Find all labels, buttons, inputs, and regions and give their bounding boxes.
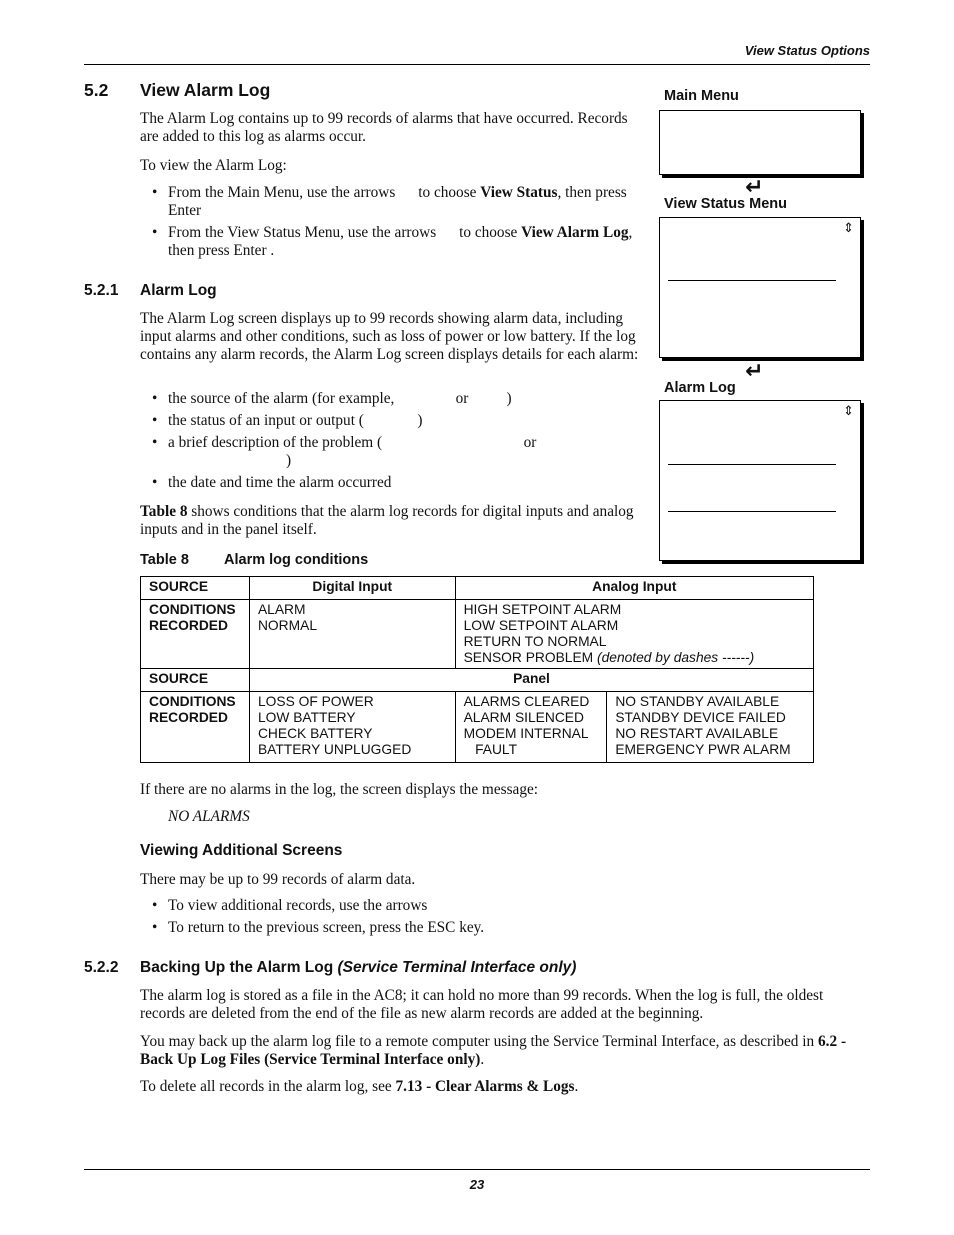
to-view-text: To view the Alarm Log: xyxy=(140,157,287,174)
up-down-arrow-icon: ⇕ xyxy=(843,221,854,236)
analog-input-header: Analog Input xyxy=(455,577,813,600)
page-number: 23 xyxy=(469,1177,485,1192)
record-divider-line xyxy=(668,464,836,465)
list-item: • From the Main Menu, use the arrows to choose View Status, then press Enter xyxy=(152,184,627,219)
no-alarms-text: If there are no alarms in the log, the screen displays the message: xyxy=(140,781,539,798)
section-5-2-2-number: 5.2.2 xyxy=(84,959,119,976)
up-down-arrow-icon: ⇕ xyxy=(843,404,854,419)
panel-conditions-cell-3: NO STANDBY AVAILABLE STANDBY DEVICE FAILED NO RESTART AVAILABLE EMERGENCY PWR ALARM xyxy=(607,692,814,763)
section-5-2-1-number: 5.2.1 xyxy=(84,282,119,299)
table-row xyxy=(141,692,814,763)
backup-paragraph-2: You may back up the alarm log file to a remote computer using the Service Terminal Interface, as described in 6.2 - Back Up Log Files (Service Terminal Interface only). xyxy=(140,1033,847,1068)
table-caption-number: Table 8 xyxy=(140,552,189,568)
section-5-2-title: View Alarm Log xyxy=(140,80,271,100)
section-5-2-2-title: Backing Up the Alarm Log (Service Terminal Interface only) xyxy=(140,959,577,976)
table-caption-title: Alarm log conditions xyxy=(224,552,369,568)
alarm-log-intro: The Alarm Log contains up to 99 records of alarms that have occurred. Records are added to this log as alarms occur. xyxy=(140,110,628,145)
selection-line xyxy=(668,280,836,281)
no-alarms-message: NO ALARMS xyxy=(168,808,250,825)
table-row xyxy=(141,600,814,669)
header-rule xyxy=(84,64,870,65)
source-header: SOURCE xyxy=(141,669,250,692)
digital-conditions-cell: ALARM NORMAL xyxy=(249,600,455,669)
alarm-conditions-table xyxy=(140,576,814,763)
list-item: • the status of an input or output ( ) xyxy=(152,412,423,429)
alarm-log-screen-intro: The Alarm Log screen displays up to 99 records showing alarm data, including input alarms and other conditions, such as loss of power or low battery. If the log contains any alarm records, the Alarm Log screen displays details for each alarm: xyxy=(140,310,639,363)
table-row xyxy=(141,669,814,692)
source-header: SOURCE xyxy=(141,577,250,600)
table-row xyxy=(141,577,814,600)
enter-key-icon: ↵ xyxy=(745,175,764,200)
analog-conditions-cell: HIGH SETPOINT ALARM LOW SETPOINT ALARM RETURN TO NORMAL SENSOR PROBLEM (denoted by dashes ------) xyxy=(455,600,813,669)
view-status-menu-screen xyxy=(659,217,861,358)
panel-conditions-cell-1: LOSS OF POWER LOW BATTERY CHECK BATTERY BATTERY UNPLUGGED xyxy=(249,692,455,763)
digital-input-header: Digital Input xyxy=(249,577,455,600)
conditions-recorded-label: CONDITIONS RECORDED xyxy=(141,600,250,669)
list-item: • From the View Status Menu, use the arrows to choose View Alarm Log, then press Enter . xyxy=(152,224,633,259)
viewing-additional-screens-title: Viewing Additional Screens xyxy=(140,842,343,859)
alarm-details-list xyxy=(140,390,640,496)
backup-paragraph-1: The alarm log is stored as a file in the AC8; it can hold no more than 99 records. When the log is full, the oldest records are deleted from the end of the file as new alarm records are added at the beginning. xyxy=(140,987,824,1022)
main-menu-label: Main Menu xyxy=(664,88,739,104)
list-item: • the source of the alarm (for example, or ) xyxy=(152,390,512,407)
view-steps-list xyxy=(140,184,640,264)
main-menu-screen xyxy=(659,110,861,175)
panel-header: Panel xyxy=(249,669,813,692)
record-divider-line xyxy=(668,511,836,512)
conditions-recorded-label: CONDITIONS RECORDED xyxy=(141,692,250,763)
enter-key-icon: ↵ xyxy=(745,359,764,384)
table-reference-text: Table 8 shows conditions that the alarm log records for digital inputs and analog inputs and in the panel itself. xyxy=(140,503,634,538)
additional-screens-list xyxy=(140,897,840,941)
backup-paragraph-3: To delete all records in the alarm log, see 7.13 - Clear Alarms & Logs. xyxy=(140,1078,579,1095)
list-item: • a brief description of the problem ( or ) xyxy=(152,434,537,469)
panel-conditions-cell-2: ALARMS CLEARED ALARM SILENCED MODEM INTERNAL FAULT xyxy=(455,692,607,763)
section-5-2-1-title: Alarm Log xyxy=(140,282,217,299)
list-item: • To return to the previous screen, press the ESC key. xyxy=(152,919,485,936)
section-5-2-number: 5.2 xyxy=(84,80,109,100)
alarm-log-screen xyxy=(659,400,861,561)
list-item: • To view additional records, use the arrows xyxy=(152,897,428,914)
alarm-log-label: Alarm Log xyxy=(664,380,736,396)
list-item: • the date and time the alarm occurred xyxy=(152,474,392,491)
view-status-menu-label: View Status Menu xyxy=(664,196,788,212)
additional-records-text: There may be up to 99 records of alarm data. xyxy=(140,871,416,888)
footer-rule xyxy=(84,1169,870,1170)
running-head: View Status Options xyxy=(744,43,870,58)
